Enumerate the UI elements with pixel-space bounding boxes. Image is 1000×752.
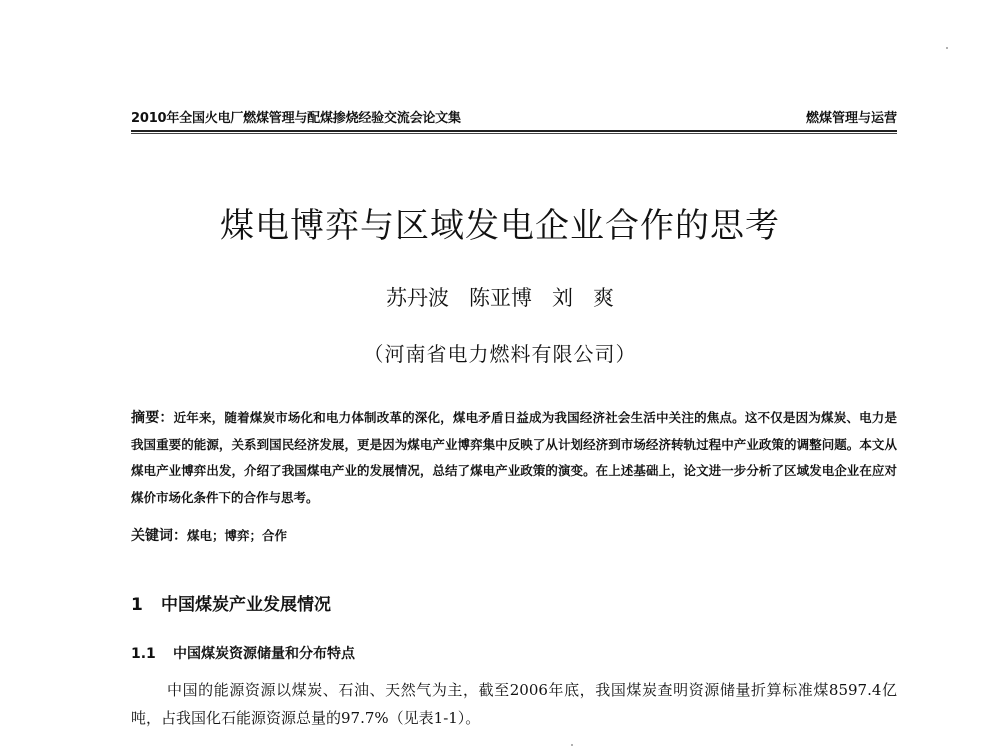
header-proceedings-title: 2010年全国火电厂燃煤管理与配煤掺烧经验交流会论文集 [131,111,461,126]
paper-title: 煤电博弈与区域发电企业合作的思考 [220,206,780,246]
header-section-name: 燃煤管理与运营 [805,111,897,126]
section-title: 中国煤炭产业发展情况 [161,595,331,615]
abstract [131,405,897,511]
keywords-text: 煤电；博弈；合作 [187,528,288,543]
body-paragraph: 中国的能源资源以煤炭、石油、天然气为主，截至2006年底，我国煤炭查明资源储量折算标准煤8597.4亿吨，占我国化石能源资源总量的97.7%（见表1-1）。 [131,681,897,727]
abstract-label: 摘要： [131,410,174,426]
keywords [131,524,897,548]
scan-speck [571,744,573,746]
keywords-label: 关键词： [131,528,187,544]
section-number: 1 [131,595,143,615]
header-rule [131,130,897,132]
subsection-title: 中国煤炭资源储量和分布特点 [173,646,355,662]
running-header [131,110,897,132]
header-rule-thin [131,133,897,134]
abstract-text: 近年来，随着煤炭市场化和电力体制改革的深化，煤电矛盾日益成为我国经济社会生活中关注的焦点。这不仅是因为煤炭、电力是我国重要的能源，关系到国民经济发展，更是因为煤电产业博弈集中反映了从计划经济到市场经济转轨过程中产业政策的调整问题。本文从煤电产业博弈出发，介绍了我国煤电产业的发展情况，总结了煤电产业政策的演变。在上述基础上，论文进一步分析了区域发电企业在应对煤价市场化条件下的合作与思考。 [131,410,897,505]
section-heading [131,592,331,618]
subsection-number: 1.1 [131,646,156,662]
author-affiliation: （河南省电力燃料有限公司） [363,342,637,366]
subsection-heading [131,643,355,665]
author-list: 苏丹波 陈亚博 刘 爽 [385,286,615,310]
scan-speck [946,47,948,49]
